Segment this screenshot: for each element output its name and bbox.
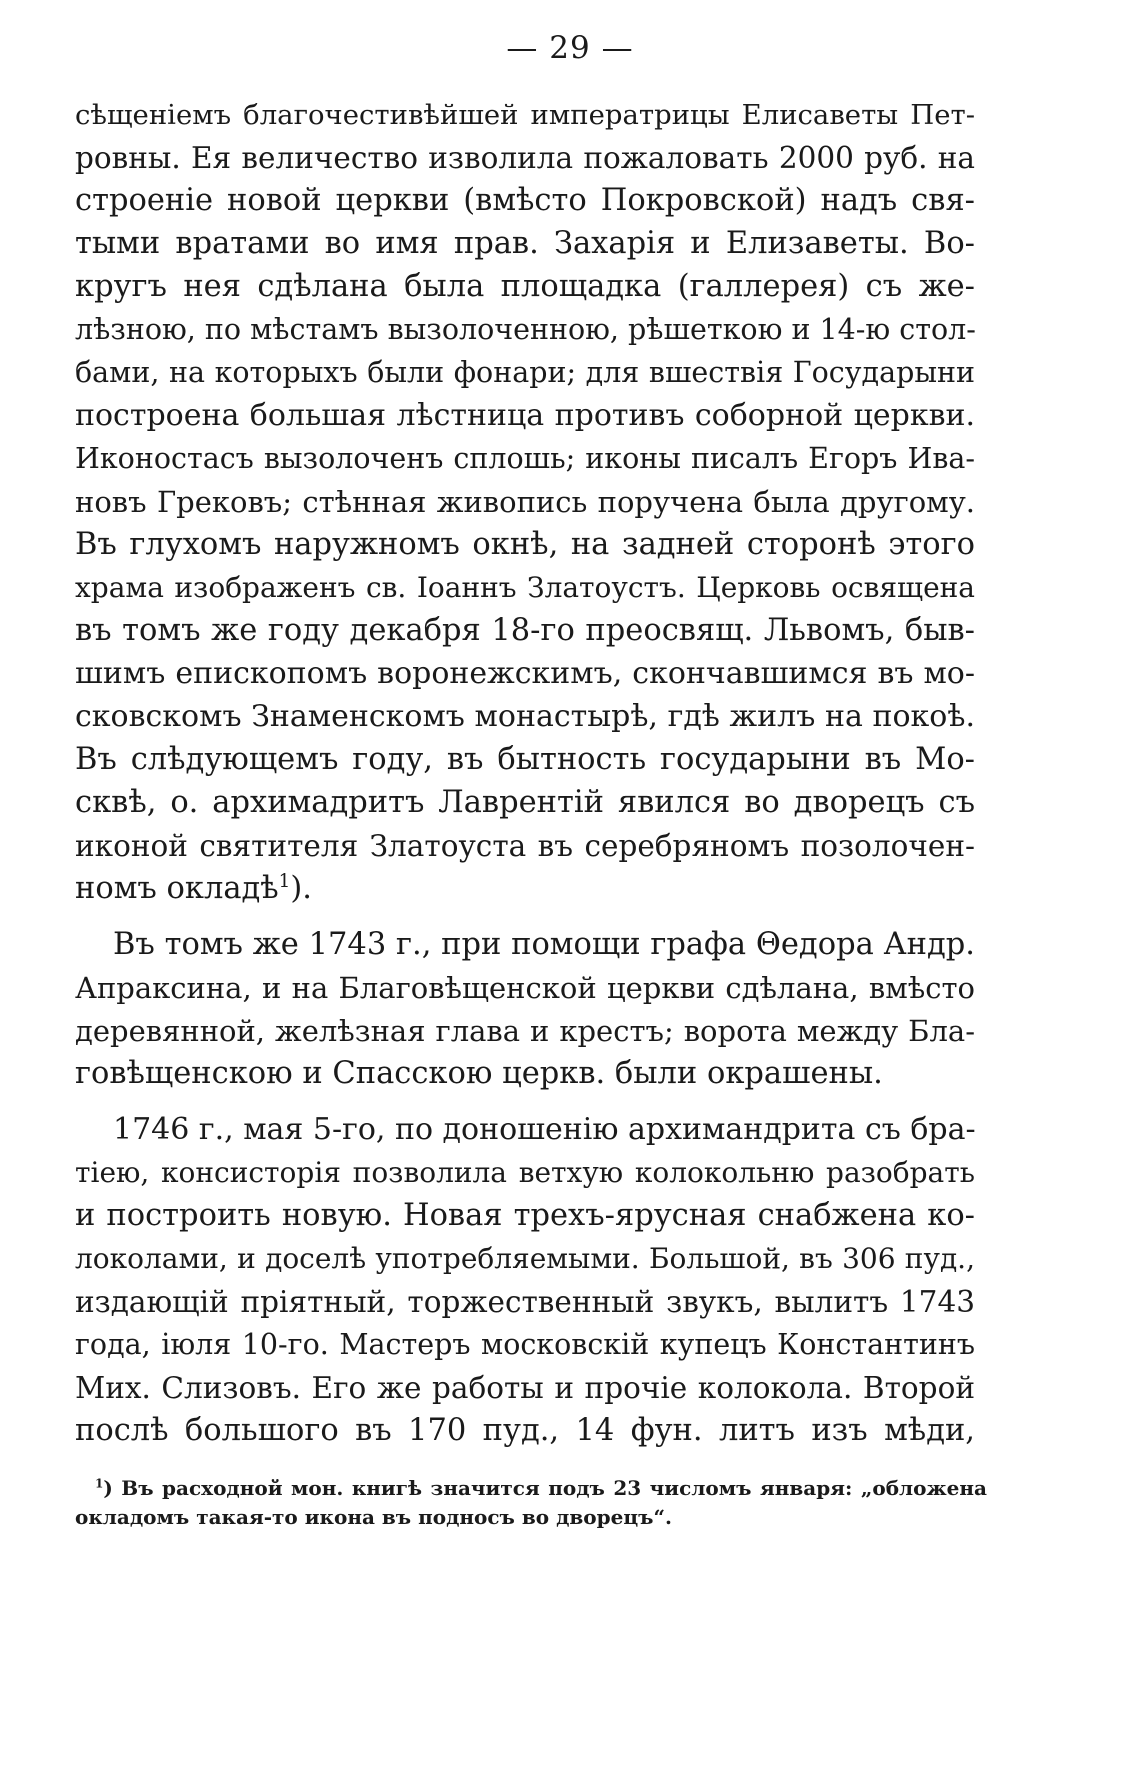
text-line: локолами, и доселѣ употребляемыми. Большой, въ 306 пуд., [75,1242,975,1275]
text-line: построена большая лѣстница противъ соборной церкви. [75,398,975,433]
text-line: 1746 г., мая 5-го, по доношенію архимандрита съ бра- [113,1112,976,1147]
page-number: — 29 — [506,30,634,66]
text-line: ровны. Ея величество изволила пожаловать 2000 руб. на [75,141,975,175]
text-line: иконой святителя Златоуста въ серебряномъ позолочен- [75,829,975,863]
text-line: Въ глухомъ наружномъ окнѣ, на задней сторонѣ этого [75,527,975,562]
text-fragment: ). [290,871,312,906]
text-line: сковскомъ Знаменскомъ монастырѣ, гдѣ жилъ на покоѣ. [75,699,975,734]
text-line: бами, на которыхъ были фонари; для вшествія Государыни [75,356,975,389]
footnote-text: ) Въ расходной мон. книгѣ значится подъ 23 числомъ января: „обложена [103,1476,987,1500]
text-line: года, іюля 10-го. Мастеръ московскій купецъ Константинъ [75,1328,975,1361]
footnote-reference: 1 [278,870,291,892]
text-line: послѣ большого въ 170 пуд., 14 фун. литъ изъ мѣди, [75,1413,975,1448]
text-line: говѣщенскою и Спасскою церкв. были окрашены. [75,1056,883,1091]
footnote-mark: 1 [95,1476,104,1491]
text-line: строеніе новой церкви (вмѣсто Покровской) надъ свя- [75,183,975,218]
text-line: кругъ нея сдѣлана была площадка (галлерея) съ же- [75,269,975,304]
footnote-line: окладомъ такая-то икона въ подносъ во дворецъ“. [75,1505,672,1529]
text-line [75,869,975,909]
text-line: шимъ епископомъ воронежскимъ, скончавшимся въ мо- [75,656,975,691]
text-line: и построить новую. Новая трехъ-ярусная снабжена ко- [75,1198,975,1233]
text-line: лѣзною, по мѣстамъ вызолоченною, рѣшеткою и 14-ю стол- [75,313,976,346]
text-line: новъ Грековъ; стѣнная живопись поручена была другому. [75,485,975,519]
text-line: въ томъ же году декабря 18-го преосвящ. Львомъ, быв- [75,613,975,648]
text-line: сквѣ, о. архимадритъ Лаврентій явился во дворецъ съ [75,785,975,820]
text-line: тіею, консисторія позволила ветхую колокольню разобрать [75,1156,975,1189]
text-line: Въ томъ же 1743 г., при помощи графа Θедора Андр. [113,927,975,962]
text-line: Иконостасъ вызолоченъ сплошь; иконы писалъ Егоръ Ива- [75,442,975,475]
text-line: Апраксина, и на Благовѣщенской церкви сдѣлана, вмѣсто [75,971,975,1005]
text-line: издающій пріятный, торжественный звукъ, вылитъ 1743 [75,1285,975,1319]
text-fragment: номъ окладѣ [75,871,279,906]
text-line: Въ слѣдующемъ году, въ бытность государыни въ Мо- [75,742,975,777]
text-line: Мих. Слизовъ. Его же работы и прочіе колокола. Второй [75,1371,975,1405]
text-line: храма изображенъ св. Іоаннъ Златоустъ. Церковь освящена [75,571,975,604]
text-line: сѣщеніемъ благочестивѣйшей императрицы Елисаветы Пет- [75,99,975,131]
footnote-line [95,1474,987,1502]
text-line: тыми вратами во имя прав. Захарія и Елизаветы. Во- [75,226,975,261]
text-line: деревянной, желѣзная глава и крестъ; ворота между Бла- [75,1014,975,1048]
